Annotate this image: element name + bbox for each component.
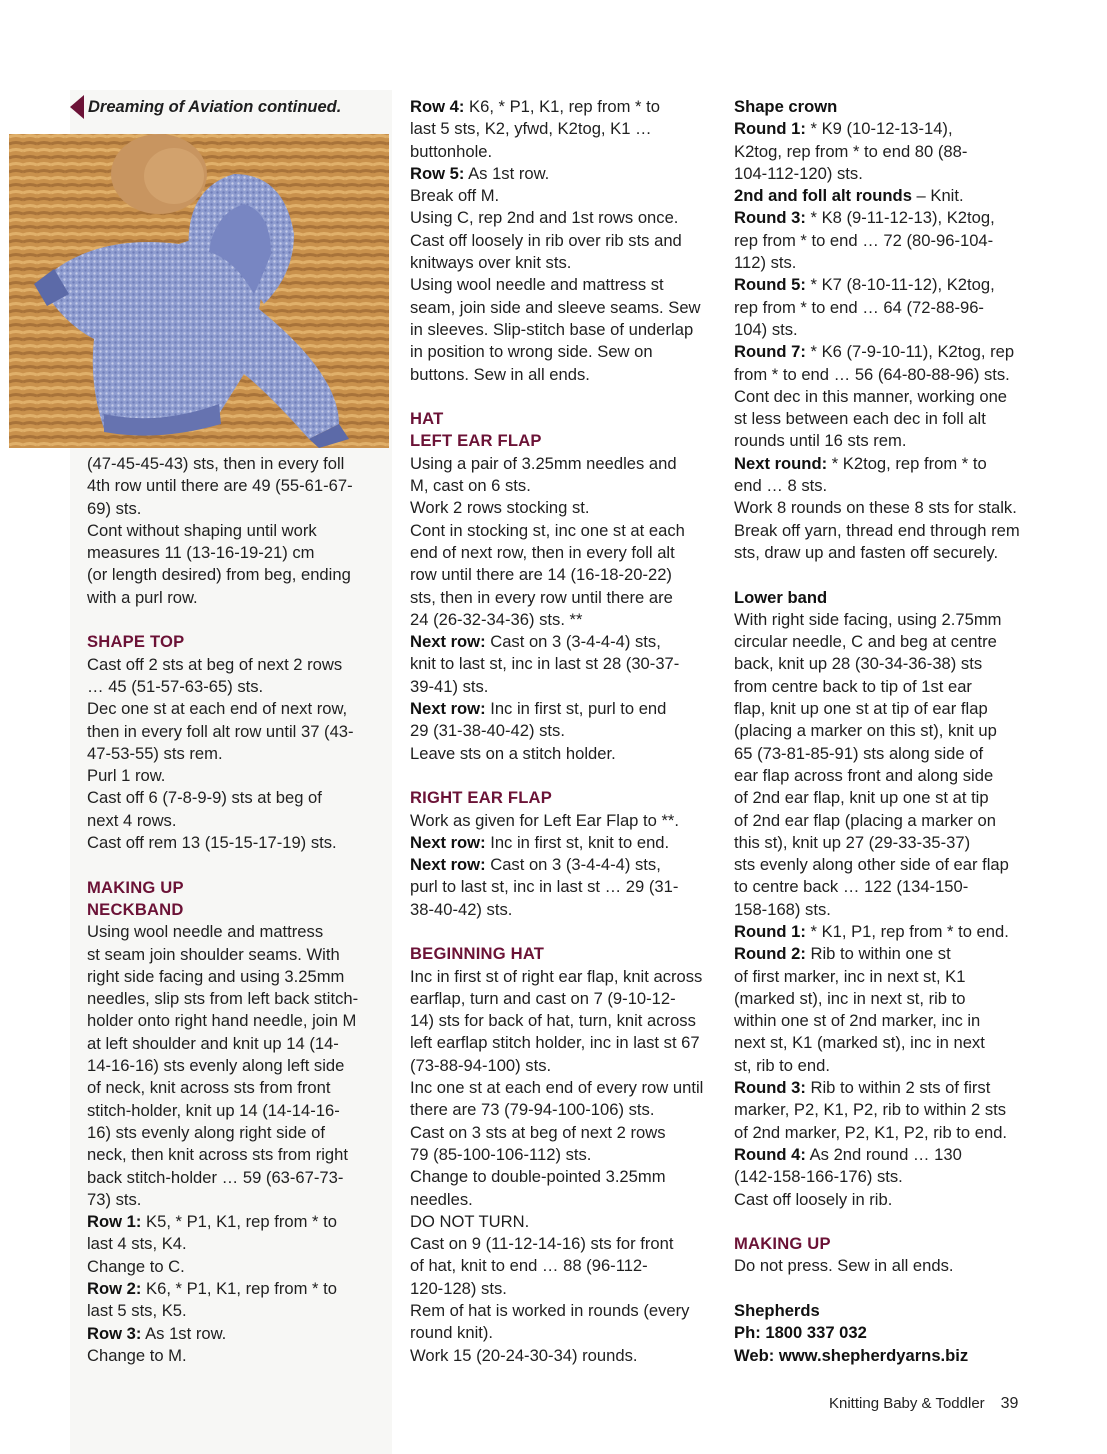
text-line: 29 (31-38-40-42) sts. xyxy=(410,721,565,741)
round-text: * K2tog, rep from * to xyxy=(827,453,987,473)
text-line: 14) sts for back of hat, turn, knit across xyxy=(410,1011,696,1031)
round-text: * K8 (9-11-12-13), K2tog, xyxy=(805,208,995,228)
round-label: Round 7: xyxy=(734,342,806,362)
text-line: of first marker, inc in next st, K1 xyxy=(734,966,966,986)
text-line: row until there are 14 (16-18-20-22) xyxy=(410,565,672,585)
text-line xyxy=(410,854,715,876)
text-line: knit to last st, inc in last st 28 (30-37- xyxy=(410,654,680,674)
text-line: Cast off loosely in rib. xyxy=(734,1189,893,1209)
text-line: 38-40-42) sts. xyxy=(410,899,513,919)
continued-header xyxy=(70,94,341,120)
text-line: Cast off 2 sts at beg of next 2 rows xyxy=(87,654,343,674)
row-text: Inc in first st, knit to end. xyxy=(485,832,670,852)
text-line: holder onto right hand needle, join M xyxy=(87,1011,357,1031)
text-line: knitways over knit sts. xyxy=(410,253,572,273)
section-heading: LEFT EAR FLAP xyxy=(410,431,542,451)
page-footer xyxy=(829,1395,1018,1413)
text-line: Break off yarn, thread end through rem xyxy=(734,520,1020,540)
text-line: Break off M. xyxy=(410,186,500,206)
section-heading: SHAPE TOP xyxy=(87,632,185,652)
text-line xyxy=(734,921,1044,943)
text-line: then in every foll alt row until 37 (43- xyxy=(87,721,354,741)
text-line xyxy=(410,832,715,854)
row-label: Row 1: xyxy=(87,1212,142,1232)
column-2 xyxy=(410,96,715,1367)
text-line: end of next row, then in every foll alt xyxy=(410,542,675,562)
text-line: (47-45-45-43) sts, then in every foll xyxy=(87,454,345,473)
text-line: last 5 sts, K2, yfwd, K2tog, K1 … xyxy=(410,119,652,139)
text-line: sts, then in every row until there are xyxy=(410,587,673,607)
section-heading: HAT xyxy=(410,409,444,429)
text-line: measures 11 (13-16-19-21) cm xyxy=(87,543,315,563)
text-line: rep from * to end … 72 (80-96-104- xyxy=(734,230,994,250)
text-line xyxy=(734,185,1044,207)
text-line: 16) sts evenly along right side of xyxy=(87,1122,325,1142)
text-line: purl to last st, inc in last st … 29 (31- xyxy=(410,877,679,897)
text-line: Work 8 rounds on these 8 sts for stalk. xyxy=(734,498,1017,518)
text-line: 24 (26-32-34-36) sts. ** xyxy=(410,609,583,629)
round-label: Round 2: xyxy=(734,944,806,964)
text-line: 158-168) sts. xyxy=(734,899,831,919)
text-line: ear flap across front and along side xyxy=(734,765,994,785)
text-line: from * to end … 56 (64-80-88-96) sts. xyxy=(734,364,1010,384)
text-line: … 45 (51-57-63-65) sts. xyxy=(87,676,264,696)
section-heading: NECKBAND xyxy=(87,899,184,919)
row-label: Next row: xyxy=(410,855,486,875)
text-line: 39-41) sts. xyxy=(410,676,489,696)
text-line: K2tog, rep from * to end 80 (88- xyxy=(734,141,968,161)
round-label: Round 3: xyxy=(734,208,806,228)
text-line: of 2nd ear flap, knit up one st at tip xyxy=(734,788,989,808)
text-line: 4th row until there are 49 (55-61-67- xyxy=(87,476,353,496)
text-line xyxy=(734,1077,1044,1099)
text-line: rounds until 16 sts rem. xyxy=(734,431,907,451)
text-line: flap, knit up one st at tip of ear flap xyxy=(734,699,988,719)
text-line: marker, P2, K1, P2, rib to within 2 sts xyxy=(734,1100,1007,1120)
row-label: Next row: xyxy=(410,699,486,719)
text-line: next 4 rows. xyxy=(87,810,177,830)
text-line: rep from * to end … 64 (72-88-96- xyxy=(734,297,984,317)
text-line: of hat, knit to end … 88 (96-112- xyxy=(410,1256,648,1276)
text-line: with a purl row. xyxy=(87,587,198,607)
subheading: Lower band xyxy=(734,587,828,607)
text-line: Dec one st at each end of next row, xyxy=(87,699,348,719)
round-text: – Knit. xyxy=(911,186,964,206)
round-label: Round 1: xyxy=(734,119,806,139)
text-line: from centre back to tip of 1st ear xyxy=(734,676,972,696)
text-line: st seam join shoulder seams. With xyxy=(87,944,340,964)
supplier-phone: Ph: 1800 337 032 xyxy=(734,1323,867,1343)
text-line: (142-158-166-176) sts. xyxy=(734,1167,903,1187)
section-heading: MAKING UP xyxy=(734,1234,831,1254)
text-line xyxy=(410,96,715,118)
round-text: Rib to within 2 sts of first xyxy=(805,1078,991,1098)
text-line: Cont dec in this manner, working one xyxy=(734,386,1008,406)
text-line: Leave sts on a stitch holder. xyxy=(410,743,616,763)
text-line: needles, slip sts from left back stitch- xyxy=(87,989,359,1009)
text-line: 69) sts. xyxy=(87,498,142,518)
round-text: Rib to within one st xyxy=(805,944,951,964)
text-line: Rem of hat is worked in rounds (every xyxy=(410,1301,690,1321)
text-line: in sleeves. Slip-stitch base of underlap xyxy=(410,319,694,339)
round-label: 2nd and foll alt rounds xyxy=(734,186,912,206)
round-text: As 2nd round … 130 xyxy=(805,1144,962,1164)
text-line: at left shoulder and knit up 14 (14- xyxy=(87,1033,339,1053)
text-line: Cast off 6 (7-8-9-9) sts at beg of xyxy=(87,788,322,808)
text-line: earflap, turn and cast on 7 (9-10-12- xyxy=(410,988,676,1008)
text-line xyxy=(734,341,1044,363)
text-line: 47-53-55) sts rem. xyxy=(87,743,223,763)
text-line xyxy=(734,207,1044,229)
row-text: K6, * P1, K1, rep from * to xyxy=(141,1278,337,1298)
text-line: Using wool needle and mattress xyxy=(87,922,324,942)
text-line: Purl 1 row. xyxy=(87,766,166,786)
text-line: stitch-holder, knit up 14 (14-14-16- xyxy=(87,1100,340,1120)
text-line xyxy=(87,1211,387,1233)
supplier-web: Web: www.shepherdyarns.biz xyxy=(734,1345,969,1365)
round-text: * K9 (10-12-13-14), xyxy=(805,119,953,139)
text-line: Change to double-pointed 3.25mm xyxy=(410,1167,666,1187)
text-line: Cast on 3 sts at beg of next 2 rows xyxy=(410,1122,666,1142)
text-line: buttonhole. xyxy=(410,141,493,161)
text-line xyxy=(734,118,1044,140)
text-line xyxy=(734,943,1044,965)
jumper-photo xyxy=(9,134,389,448)
text-line: Using C, rep 2nd and 1st rows once. xyxy=(410,208,679,228)
text-line: Cast off rem 13 (15-15-17-19) sts. xyxy=(87,833,337,853)
text-line: Change to M. xyxy=(87,1345,187,1365)
text-line: Change to C. xyxy=(87,1256,185,1276)
text-line: Cast on 9 (11-12-14-16) sts for front xyxy=(410,1234,674,1254)
round-label: Next round: xyxy=(734,453,828,473)
text-line: Work as given for Left Ear Flap to **. xyxy=(410,810,680,830)
text-line: Do not press. Sew in all ends. xyxy=(734,1256,954,1276)
text-line xyxy=(410,698,715,720)
text-line: back stitch-holder … 59 (63-67-73- xyxy=(87,1167,344,1187)
text-line: needles. xyxy=(410,1189,473,1209)
text-line: (or length desired) from beg, ending xyxy=(87,565,351,585)
text-line: round knit). xyxy=(410,1323,494,1343)
text-line: Inc one st at each end of every row until xyxy=(410,1078,704,1098)
text-line: of neck, knit across sts from front xyxy=(87,1078,331,1098)
text-line: Cont in stocking st, inc one st at each xyxy=(410,520,685,540)
text-line: Using wool needle and mattress st xyxy=(410,275,664,295)
round-text: * K7 (8-10-11-12), K2tog, xyxy=(805,275,995,295)
text-line: 73) sts. xyxy=(87,1189,142,1209)
text-line xyxy=(410,631,715,653)
text-line: 120-128) sts. xyxy=(410,1278,507,1298)
row-label: Row 4: xyxy=(410,97,465,116)
text-line: to centre back … 122 (134-150- xyxy=(734,877,969,897)
text-line: sts evenly along other side of ear flap xyxy=(734,855,1009,875)
text-line: 65 (73-81-85-91) sts along side of xyxy=(734,743,984,763)
round-text: * K1, P1, rep from * to end. xyxy=(805,921,1009,941)
subheading: Shape crown xyxy=(734,97,838,116)
text-line: Cont without shaping until work xyxy=(87,520,317,540)
text-line: seam, join side and sleeve seams. Sew xyxy=(410,297,701,317)
round-text: * K6 (7-9-10-11), K2tog, rep xyxy=(805,342,1015,362)
text-line: of 2nd ear flap (placing a marker on xyxy=(734,810,996,830)
back-arrow-icon xyxy=(70,95,84,119)
row-text: K6, * P1, K1, rep from * to xyxy=(464,97,660,116)
text-line: this st), knit up 27 (29-33-35-37) xyxy=(734,832,971,852)
row-label: Row 5: xyxy=(410,163,465,183)
text-line: next st, K1 (marked st), inc in next xyxy=(734,1033,985,1053)
row-label: Row 2: xyxy=(87,1278,142,1298)
column-3 xyxy=(734,96,1044,1367)
page-number: 39 xyxy=(1000,1395,1019,1412)
text-line: Inc in first st of right ear flap, knit across xyxy=(410,966,703,986)
text-line: st less between each dec in foll alt xyxy=(734,409,986,429)
text-line: neck, then knit across sts from right xyxy=(87,1145,348,1165)
text-line: 14-16-16) sts evenly along left side xyxy=(87,1056,345,1076)
supplier-name: Shepherds xyxy=(734,1301,820,1321)
row-text: As 1st row. xyxy=(464,163,550,183)
text-line: 104-112-120) sts. xyxy=(734,163,863,183)
column-1 xyxy=(87,453,387,1367)
round-label: Round 5: xyxy=(734,275,806,295)
section-heading: MAKING UP xyxy=(87,877,184,897)
text-line: left earflap stitch holder, inc in last st 67 xyxy=(410,1033,700,1053)
row-text: K5, * P1, K1, rep from * to xyxy=(141,1212,337,1232)
row-text: Cast on 3 (3-4-4-4) sts, xyxy=(485,855,661,875)
text-line: (73-88-94-100) sts. xyxy=(410,1055,552,1075)
text-line: 112) sts. xyxy=(734,253,797,273)
text-line: Cast off loosely in rib over rib sts and xyxy=(410,230,682,250)
text-line: within one st of 2nd marker, inc in xyxy=(734,1011,981,1031)
continued-title: Dreaming of Aviation continued. xyxy=(88,97,342,116)
publication-title: Knitting Baby & Toddler xyxy=(829,1395,985,1412)
text-line: st, rib to end. xyxy=(734,1055,830,1075)
text-line: (placing a marker on this st), knit up xyxy=(734,721,997,741)
text-line xyxy=(734,453,1044,475)
text-line: Work 15 (20-24-30-34) rounds. xyxy=(410,1345,638,1365)
round-label: Round 1: xyxy=(734,921,806,941)
text-line: circular needle, C and beg at centre xyxy=(734,632,997,652)
row-label: Next row: xyxy=(410,832,486,852)
text-line: back, knit up 28 (30-34-36-38) sts xyxy=(734,654,983,674)
text-line: Using a pair of 3.25mm needles and xyxy=(410,453,677,473)
text-line: last 5 sts, K5. xyxy=(87,1301,187,1321)
text-line: DO NOT TURN. xyxy=(410,1211,530,1231)
text-line: there are 73 (79-94-100-106) sts. xyxy=(410,1100,655,1120)
text-line: in position to wrong side. Sew on xyxy=(410,342,653,362)
text-line: sts, draw up and fasten off securely. xyxy=(734,542,999,562)
row-text: Cast on 3 (3-4-4-4) sts, xyxy=(485,632,661,652)
text-line: With right side facing, using 2.75mm xyxy=(734,609,1002,629)
text-line: 104) sts. xyxy=(734,319,798,339)
text-line: of 2nd marker, P2, K1, P2, rib to end. xyxy=(734,1122,1008,1142)
section-heading: RIGHT EAR FLAP xyxy=(410,788,552,808)
text-line: M, cast on 6 sts. xyxy=(410,476,531,496)
section-heading: BEGINNING HAT xyxy=(410,944,545,964)
text-line xyxy=(734,1144,1044,1166)
text-line xyxy=(734,274,1044,296)
text-line: buttons. Sew in all ends. xyxy=(410,364,590,384)
round-label: Round 4: xyxy=(734,1144,806,1164)
text-line: (marked st), inc in next st, rib to xyxy=(734,988,966,1008)
text-line xyxy=(87,1278,387,1300)
round-label: Round 3: xyxy=(734,1078,806,1098)
text-line xyxy=(87,1323,387,1345)
text-line: Work 2 rows stocking st. xyxy=(410,498,590,518)
row-label: Row 3: xyxy=(87,1323,142,1343)
row-label: Next row: xyxy=(410,632,486,652)
text-line: last 4 sts, K4. xyxy=(87,1234,187,1254)
text-line: end … 8 sts. xyxy=(734,476,828,496)
text-line: right side facing and using 3.25mm xyxy=(87,966,345,986)
row-text: As 1st row. xyxy=(141,1323,227,1343)
text-line: 79 (85-100-106-112) sts. xyxy=(410,1144,592,1164)
row-text: Inc in first st, purl to end xyxy=(485,699,667,719)
text-line xyxy=(410,163,715,185)
